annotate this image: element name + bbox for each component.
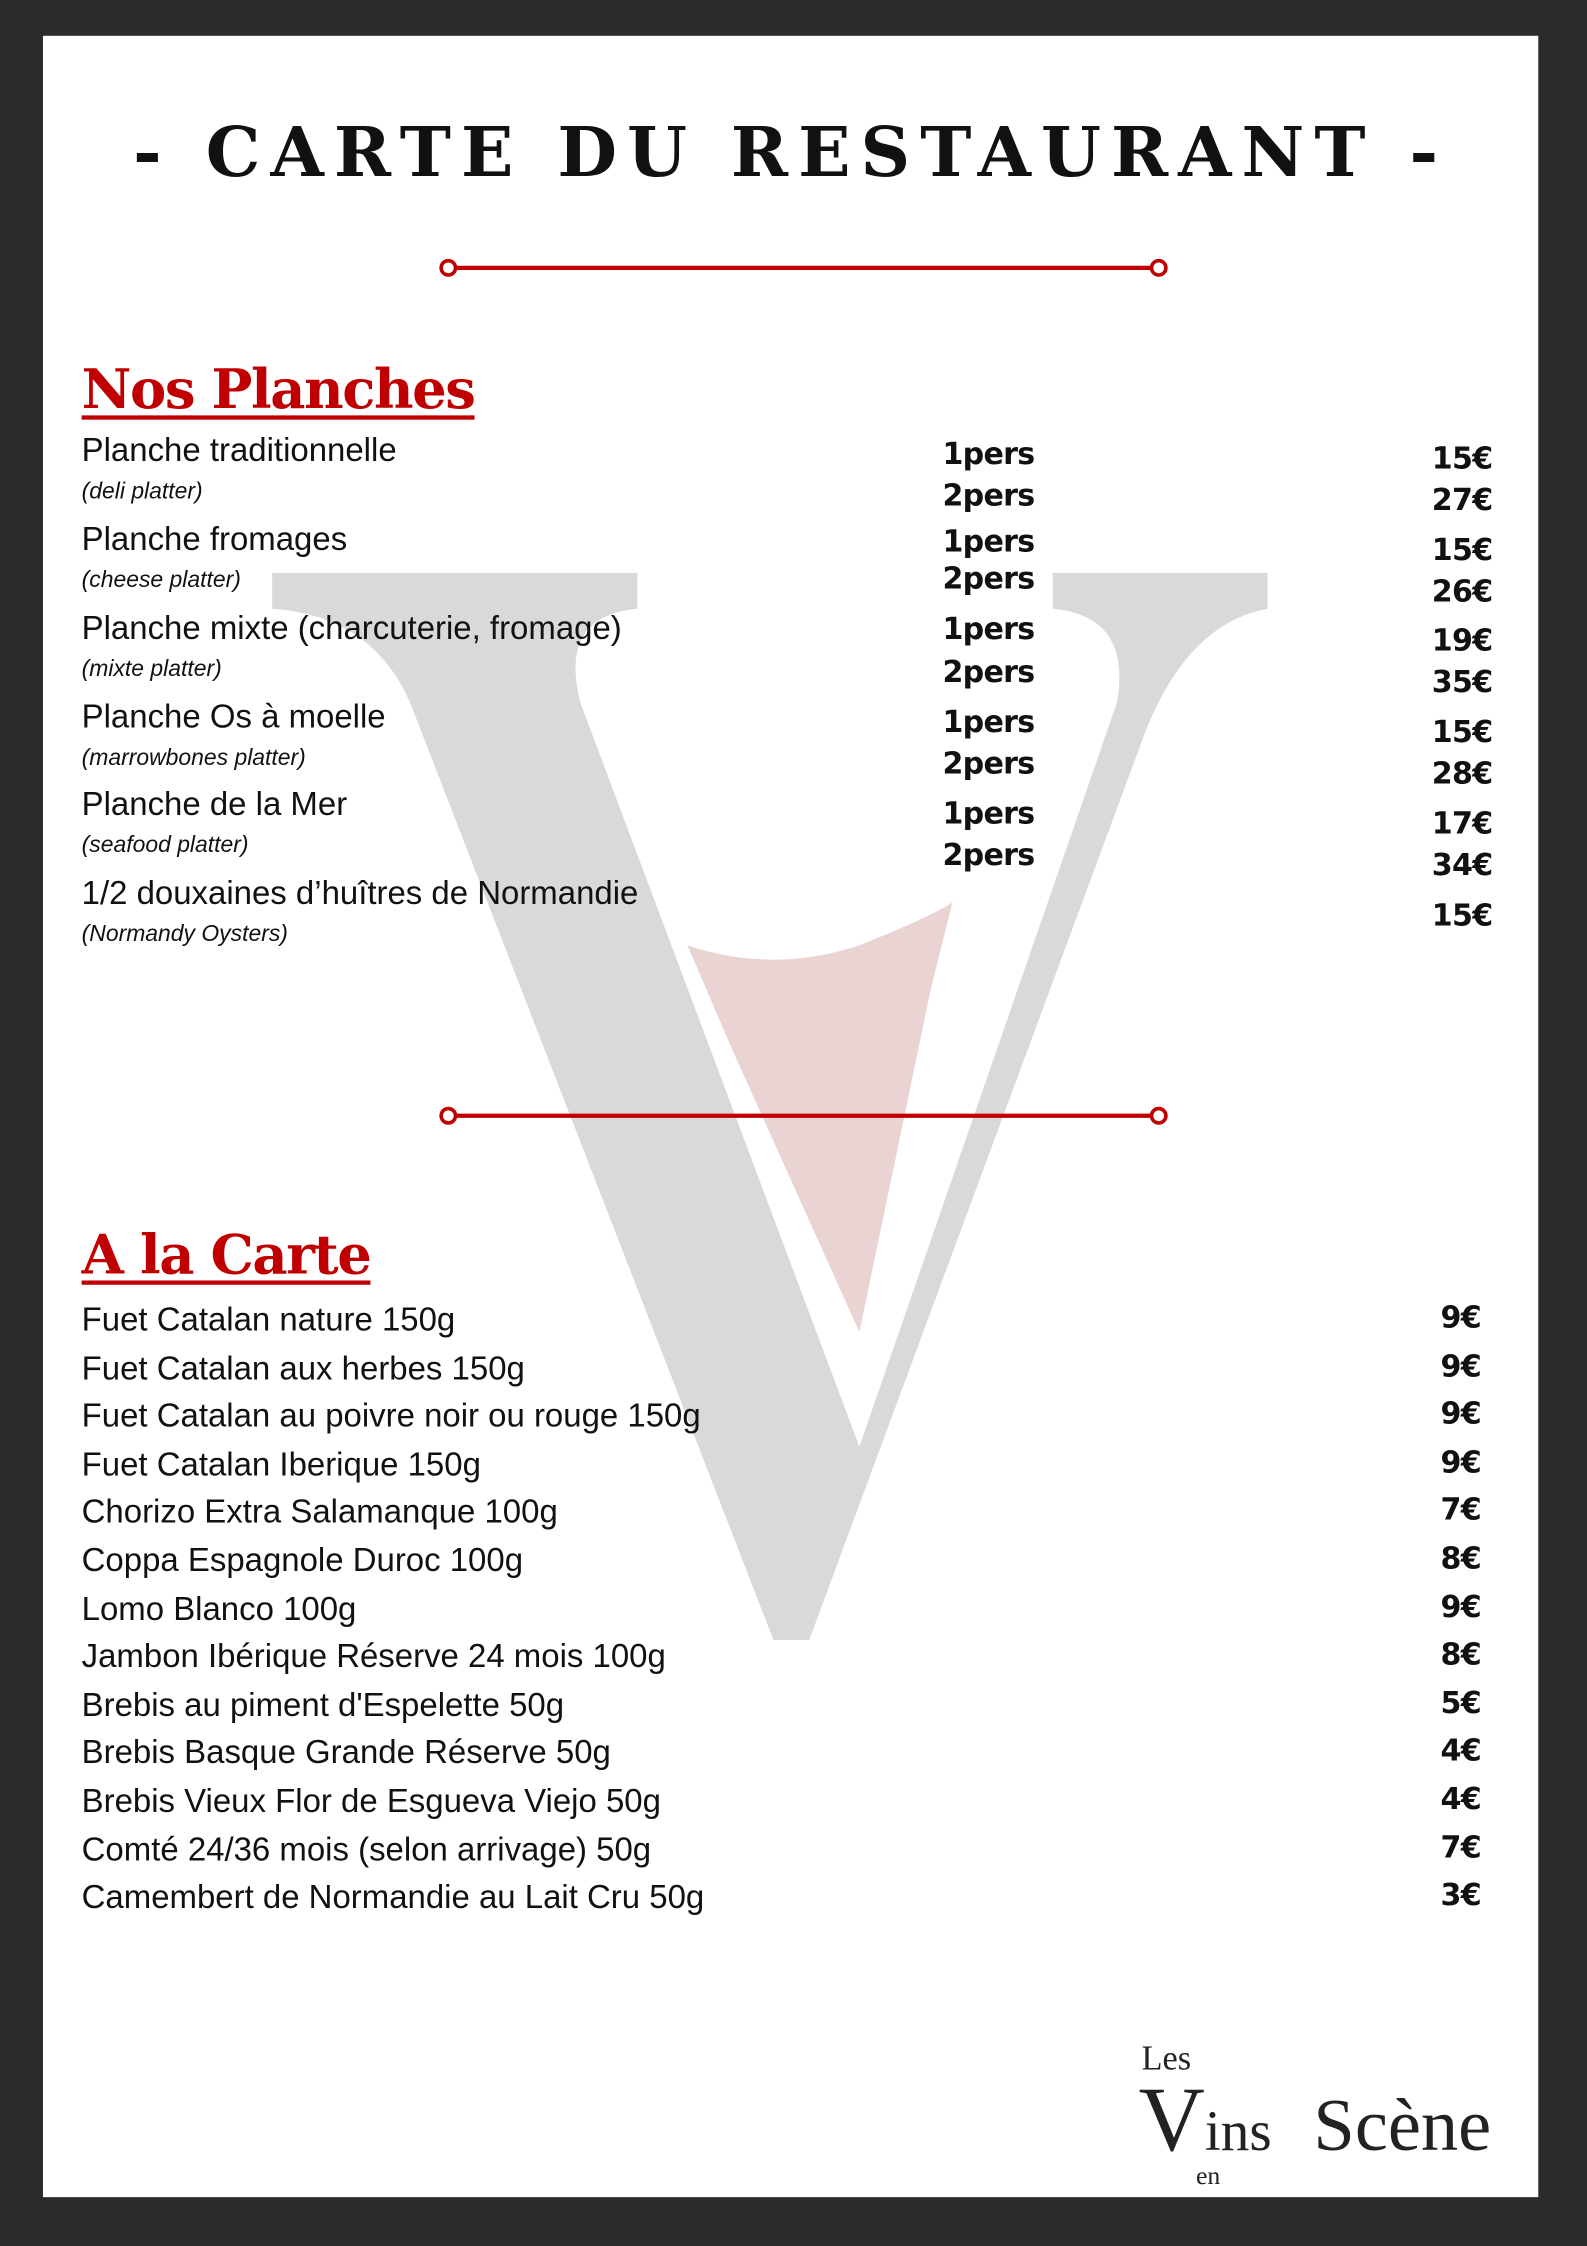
price: 34€	[1431, 847, 1493, 883]
carte-item-price: 5€	[1440, 1685, 1481, 1720]
portion-label: 2pers	[942, 561, 1035, 596]
logo-en: en	[1195, 2161, 1221, 2190]
divider-middle	[438, 1106, 1168, 1126]
price: 28€	[1431, 756, 1493, 791]
section-heading-planches: Nos Planches	[81, 356, 475, 422]
price: 27€	[1431, 482, 1493, 518]
carte-item-price: 9€	[1440, 1589, 1481, 1624]
carte-item-name: Brebis Vieux Flor de Esgueva Viejo 50g	[81, 1781, 661, 1820]
planche-name: Planche traditionnelle	[81, 431, 397, 469]
portion-label: 2pers	[942, 837, 1035, 873]
carte-item-price: 7€	[1440, 1493, 1481, 1528]
planche-name: Planche fromages	[81, 519, 348, 558]
carte-item-name: Comté 24/36 mois (selon arrivage) 50g	[81, 1829, 652, 1868]
portion-label: 1pers	[942, 796, 1035, 831]
les-vins-en-scene-logo	[1139, 2041, 1533, 2190]
carte-item-price: 7€	[1440, 1829, 1481, 1865]
planche-subtitle: (deli platter)	[81, 479, 203, 505]
carte-item-price: 3€	[1440, 1878, 1481, 1913]
portion-label: 2pers	[942, 478, 1035, 513]
carte-item-price: 9€	[1440, 1444, 1481, 1480]
planche-subtitle: (mixte platter)	[81, 657, 222, 682]
price: 19€	[1431, 623, 1493, 658]
carte-item-name: Brebis au piment d'Espelette 50g	[81, 1685, 565, 1723]
price: 26€	[1431, 574, 1493, 609]
carte-item-price: 8€	[1440, 1637, 1481, 1672]
v-watermark-logo	[258, 530, 1289, 1662]
carte-item-name: Coppa Espagnole Duroc 100g	[81, 1541, 524, 1579]
carte-item-name: Fuet Catalan aux herbes 150g	[81, 1348, 525, 1386]
planche-name: 1/2 douxaines d’huîtres de Normandie	[81, 873, 639, 911]
planche-name: Planche de la Mer	[81, 784, 348, 823]
carte-item-name: Fuet Catalan nature 150g	[81, 1300, 456, 1338]
carte-item-name: Fuet Catalan au poivre noir ou rouge 150g	[81, 1396, 701, 1435]
logo-les: Les	[1141, 2041, 1192, 2078]
carte-item-price: 4€	[1440, 1781, 1481, 1817]
portion-label: 2pers	[942, 746, 1035, 781]
carte-item-price: 4€	[1440, 1733, 1481, 1769]
carte-item-name: Fuet Catalan Iberique 150g	[81, 1444, 481, 1483]
logo-scene: Scène	[1313, 2084, 1492, 2167]
carte-item-price: 9€	[1440, 1348, 1481, 1384]
carte-item-name: Camembert de Normandie au Lait Cru 50g	[81, 1878, 705, 1916]
planche-name: Planche mixte (charcuterie, fromage)	[81, 608, 622, 646]
planche-subtitle: (cheese platter)	[81, 568, 241, 593]
carte-item-name: Brebis Basque Grande Réserve 50g	[81, 1733, 611, 1771]
section-heading-carte: A la Carte	[81, 1221, 371, 1287]
portion-label: 1pers	[942, 436, 1035, 472]
price: 35€	[1431, 664, 1493, 699]
portion-label: 1pers	[942, 524, 1035, 559]
portion-label: 2pers	[942, 654, 1035, 689]
carte-item-name: Chorizo Extra Salamanque 100g	[81, 1493, 558, 1531]
carte-item-price: 8€	[1440, 1541, 1481, 1576]
price: 15€	[1431, 898, 1493, 933]
carte-item-name: Jambon Ibérique Réserve 24 mois 100g	[81, 1637, 666, 1675]
price: 15€	[1431, 441, 1493, 476]
planche-subtitle: (Normandy Oysters)	[81, 922, 288, 947]
logo-vins: Vins	[1138, 2067, 1272, 2170]
price: 17€	[1431, 806, 1493, 841]
planche-subtitle: (seafood platter)	[81, 833, 249, 858]
carte-item-name: Lomo Blanco 100g	[81, 1589, 357, 1627]
price: 15€	[1431, 714, 1493, 750]
planche-name: Planche Os à moelle	[81, 697, 386, 735]
portion-label: 1pers	[942, 704, 1035, 740]
planche-subtitle: (marrowbones platter)	[81, 746, 306, 771]
menu-page	[43, 36, 1538, 2197]
carte-item-price: 9€	[1440, 1300, 1481, 1335]
divider-top	[438, 258, 1168, 278]
page-title: - CARTE DU RESTAURANT -	[133, 113, 1449, 194]
price: 15€	[1431, 532, 1493, 568]
portion-label: 1pers	[942, 611, 1035, 646]
carte-item-price: 9€	[1440, 1396, 1481, 1432]
